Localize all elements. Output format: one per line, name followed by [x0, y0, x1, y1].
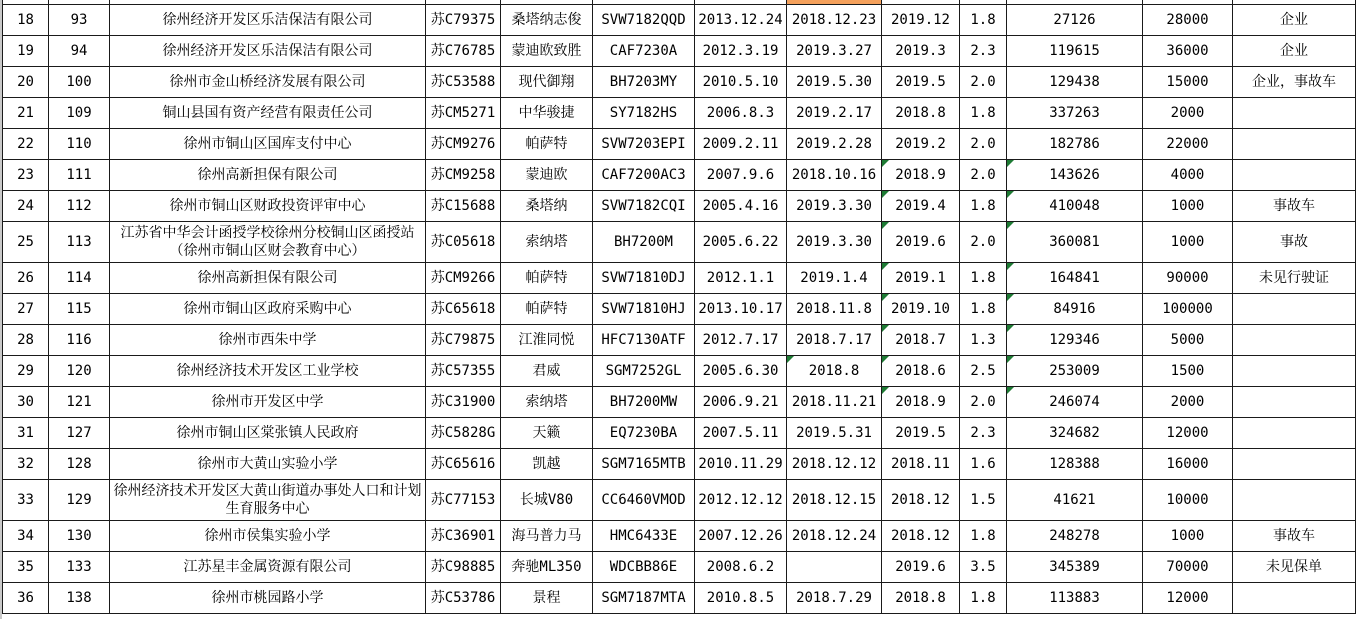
cell-num[interactable]: 100: [49, 67, 110, 98]
cell-plate[interactable]: 苏C79375: [426, 5, 501, 36]
cell-num[interactable]: 116: [49, 325, 110, 356]
cell-review_month[interactable]: 2018.9: [882, 160, 960, 191]
cell-company[interactable]: 铜山县国有资产经营有限责任公司: [110, 98, 426, 129]
cell-note[interactable]: 事故车: [1233, 191, 1356, 222]
cell-reg_date[interactable]: 2007.5.11: [695, 418, 787, 449]
cell-insp_date[interactable]: 2019.3.30: [787, 191, 882, 222]
cell-reg_date[interactable]: 2006.9.21: [695, 387, 787, 418]
cell-reg_date[interactable]: 2013.12.24: [695, 5, 787, 36]
cell-review_month[interactable]: 2018.8: [882, 583, 960, 614]
cell-plate[interactable]: 苏C15688: [426, 191, 501, 222]
error-flag-triangle-icon: [1007, 263, 1014, 270]
cell-price[interactable]: 4000: [1143, 160, 1233, 191]
cell-seq[interactable]: 27: [3, 294, 49, 325]
cell-displacement[interactable]: 1.8: [960, 98, 1007, 129]
cell-plate[interactable]: 苏C65616: [426, 449, 501, 480]
cell-mileage[interactable]: 164841: [1007, 263, 1143, 294]
cell-insp_date[interactable]: 2018.11.8: [787, 294, 882, 325]
cell-review_month[interactable]: 2019.2: [882, 129, 960, 160]
cell-price[interactable]: 90000: [1143, 263, 1233, 294]
cell-displacement[interactable]: 1.3: [960, 325, 1007, 356]
cell-plate[interactable]: 苏C79875: [426, 325, 501, 356]
cell-note[interactable]: 未见保单: [1233, 552, 1356, 583]
cell-displacement[interactable]: 2.3: [960, 418, 1007, 449]
cell-review_month[interactable]: 2019.6: [882, 552, 960, 583]
table-row: [3, 325, 1356, 356]
cell-note[interactable]: 企业，事故车: [1233, 67, 1356, 98]
cell-plate[interactable]: 苏CM9266: [426, 263, 501, 294]
table-row: [3, 521, 1356, 552]
cell-model[interactable]: EQ7230BA: [593, 418, 695, 449]
cell-company[interactable]: 江苏星丰金属资源有限公司: [110, 552, 426, 583]
cell-note[interactable]: [1233, 129, 1356, 160]
cell-model[interactable]: CAF7230A: [593, 36, 695, 67]
cell-mileage[interactable]: 324682: [1007, 418, 1143, 449]
cell-mileage[interactable]: 248278: [1007, 521, 1143, 552]
error-flag-triangle-icon: [882, 191, 889, 198]
cell-displacement[interactable]: 1.6: [960, 449, 1007, 480]
error-flag-triangle-icon: [882, 294, 889, 301]
cell-insp_date[interactable]: 2018.12.12: [787, 449, 882, 480]
cell-review_month[interactable]: 2018.8: [882, 98, 960, 129]
cell-num[interactable]: 133: [49, 552, 110, 583]
table-row: [3, 263, 1356, 294]
cell-model[interactable]: BH7200MW: [593, 387, 695, 418]
cell-brand[interactable]: 奔驰ML350: [501, 552, 593, 583]
cell-insp_date[interactable]: 2019.3.27: [787, 36, 882, 67]
cell-model[interactable]: SGM7165MTB: [593, 449, 695, 480]
cell-plate[interactable]: 苏C05618: [426, 222, 501, 263]
table-row: [3, 98, 1356, 129]
cell-note[interactable]: [1233, 387, 1356, 418]
cell-insp_date[interactable]: 2018.7.17: [787, 325, 882, 356]
cell-mileage[interactable]: 129346: [1007, 325, 1143, 356]
cell-price[interactable]: 1000: [1143, 222, 1233, 263]
cell-price[interactable]: 12000: [1143, 583, 1233, 614]
error-flag-triangle-icon: [1007, 325, 1014, 332]
cell-note[interactable]: [1233, 325, 1356, 356]
cell-review_month[interactable]: 2018.12: [882, 480, 960, 521]
cell-displacement[interactable]: 2.0: [960, 160, 1007, 191]
cell-note[interactable]: [1233, 418, 1356, 449]
cell-reg_date[interactable]: 2012.1.1: [695, 263, 787, 294]
cell-price[interactable]: 10000: [1143, 480, 1233, 521]
cell-note[interactable]: [1233, 160, 1356, 191]
cell-note[interactable]: [1233, 449, 1356, 480]
cell-insp_date[interactable]: 2019.3.30: [787, 222, 882, 263]
cell-displacement[interactable]: 2.0: [960, 222, 1007, 263]
cell-displacement[interactable]: 2.0: [960, 387, 1007, 418]
cell-num[interactable]: 120: [49, 356, 110, 387]
cell-company[interactable]: 徐州市铜山区财政投资评审中心: [110, 191, 426, 222]
cell-plate[interactable]: 苏C5828G: [426, 418, 501, 449]
cell-num[interactable]: 138: [49, 583, 110, 614]
cell-num[interactable]: 129: [49, 480, 110, 521]
cell-brand[interactable]: 帕萨特: [501, 129, 593, 160]
cell-price[interactable]: 12000: [1143, 418, 1233, 449]
cell-plate[interactable]: 苏CM5271: [426, 98, 501, 129]
cell-note[interactable]: [1233, 98, 1356, 129]
cell-plate[interactable]: 苏C98885: [426, 552, 501, 583]
cell-company[interactable]: 徐州市大黄山实验小学: [110, 449, 426, 480]
cell-note[interactable]: 未见行驶证: [1233, 263, 1356, 294]
cell-insp_date[interactable]: 2018.12.15: [787, 480, 882, 521]
cell-brand[interactable]: 帕萨特: [501, 294, 593, 325]
cell-mileage[interactable]: 345389: [1007, 552, 1143, 583]
cell-note[interactable]: 企业: [1233, 5, 1356, 36]
cell-insp_date[interactable]: 2018.7.29: [787, 583, 882, 614]
cell-seq[interactable]: 33: [3, 480, 49, 521]
cell-note[interactable]: 企业: [1233, 36, 1356, 67]
cell-displacement[interactable]: 3.5: [960, 552, 1007, 583]
cell-note[interactable]: [1233, 356, 1356, 387]
cell-insp_date[interactable]: 2018.11.21: [787, 387, 882, 418]
cell-seq[interactable]: 26: [3, 263, 49, 294]
table-row: [3, 222, 1356, 263]
cell-model[interactable]: SVW71810HJ: [593, 294, 695, 325]
cell-brand[interactable]: 桑塔纳: [501, 191, 593, 222]
cell-company[interactable]: 徐州市桃园路小学: [110, 583, 426, 614]
cell-seq[interactable]: 22: [3, 129, 49, 160]
cell-reg_date[interactable]: 2012.3.19: [695, 36, 787, 67]
cell-displacement[interactable]: 2.5: [960, 356, 1007, 387]
table-row: [3, 5, 1356, 36]
cell-brand[interactable]: 海马普力马: [501, 521, 593, 552]
cell-reg_date[interactable]: 2005.6.22: [695, 222, 787, 263]
cell-company[interactable]: 徐州经济技术开发区大黄山街道办事处人口和计划生育服务中心: [110, 480, 426, 521]
cell-displacement[interactable]: 2.0: [960, 129, 1007, 160]
table-row: [3, 449, 1356, 480]
cell-model[interactable]: SGM7252GL: [593, 356, 695, 387]
table-row: [3, 387, 1356, 418]
cell-insp_date[interactable]: 2018.10.16: [787, 160, 882, 191]
cell-price[interactable]: 5000: [1143, 325, 1233, 356]
cell-plate[interactable]: 苏CM9258: [426, 160, 501, 191]
cell-insp_date[interactable]: 2019.5.30: [787, 67, 882, 98]
cell-seq[interactable]: 36: [3, 583, 49, 614]
cell-brand[interactable]: 蒙迪欧致胜: [501, 36, 593, 67]
error-flag-triangle-icon: [1007, 222, 1014, 229]
cell-model[interactable]: WDCBB86E: [593, 552, 695, 583]
cell-price[interactable]: 22000: [1143, 129, 1233, 160]
cell-company[interactable]: 徐州经济开发区乐洁保洁有限公司: [110, 5, 426, 36]
cell-price[interactable]: 15000: [1143, 67, 1233, 98]
cell-seq[interactable]: 32: [3, 449, 49, 480]
cell-model[interactable]: SVW7182CQI: [593, 191, 695, 222]
cell-brand[interactable]: 索纳塔: [501, 387, 593, 418]
cell-price[interactable]: 16000: [1143, 449, 1233, 480]
cell-price[interactable]: 28000: [1143, 5, 1233, 36]
cell-brand[interactable]: 现代御翔: [501, 67, 593, 98]
cell-brand[interactable]: 蒙迪欧: [501, 160, 593, 191]
cell-review_month[interactable]: 2019.1: [882, 263, 960, 294]
cell-review_month[interactable]: 2019.4: [882, 191, 960, 222]
cell-company[interactable]: 徐州市金山桥经济发展有限公司: [110, 67, 426, 98]
cell-reg_date[interactable]: 2009.2.11: [695, 129, 787, 160]
cell-mileage[interactable]: 182786: [1007, 129, 1143, 160]
error-flag-triangle-icon: [882, 263, 889, 270]
cell-company[interactable]: 徐州经济技术开发区工业学校: [110, 356, 426, 387]
cell-company[interactable]: 徐州市铜山区棠张镇人民政府: [110, 418, 426, 449]
cell-mileage[interactable]: 337263: [1007, 98, 1143, 129]
cell-review_month[interactable]: 2019.10: [882, 294, 960, 325]
cell-company[interactable]: 徐州经济开发区乐洁保洁有限公司: [110, 36, 426, 67]
cell-reg_date[interactable]: 2007.9.6: [695, 160, 787, 191]
cell-note[interactable]: [1233, 294, 1356, 325]
cell-mileage[interactable]: 41621: [1007, 480, 1143, 521]
cell-review_month[interactable]: 2018.7: [882, 325, 960, 356]
cell-model[interactable]: HMC6433E: [593, 521, 695, 552]
table-row: [3, 191, 1356, 222]
cell-mileage[interactable]: 360081: [1007, 222, 1143, 263]
table-row: [3, 294, 1356, 325]
cell-num[interactable]: 121: [49, 387, 110, 418]
cell-reg_date[interactable]: 2010.11.29: [695, 449, 787, 480]
cell-review_month[interactable]: 2018.11: [882, 449, 960, 480]
vehicle-list-table: [2, 0, 1356, 614]
cell-review_month[interactable]: 2019.6: [882, 222, 960, 263]
table-row: [3, 418, 1356, 449]
cell-seq[interactable]: 18: [3, 5, 49, 36]
cell-displacement[interactable]: 1.8: [960, 5, 1007, 36]
cell-brand[interactable]: 桑塔纳志俊: [501, 5, 593, 36]
cell-num[interactable]: 115: [49, 294, 110, 325]
cell-brand[interactable]: 帕萨特: [501, 263, 593, 294]
cell-price[interactable]: 2000: [1143, 98, 1233, 129]
cell-model[interactable]: BH7203MY: [593, 67, 695, 98]
cell-mileage[interactable]: 119615: [1007, 36, 1143, 67]
cell-reg_date[interactable]: 2012.12.12: [695, 480, 787, 521]
cell-plate[interactable]: 苏C53588: [426, 67, 501, 98]
error-flag-triangle-icon: [882, 325, 889, 332]
cell-seq[interactable]: 29: [3, 356, 49, 387]
cell-review_month[interactable]: 2018.12: [882, 521, 960, 552]
cell-num[interactable]: 111: [49, 160, 110, 191]
cell-num[interactable]: 114: [49, 263, 110, 294]
cell-insp_date[interactable]: 2019.5.31: [787, 418, 882, 449]
table-row: [3, 36, 1356, 67]
cell-review_month[interactable]: 2019.5: [882, 418, 960, 449]
cell-model[interactable]: SVW7182QQD: [593, 5, 695, 36]
cell-mileage[interactable]: 129438: [1007, 67, 1143, 98]
cell-seq[interactable]: 21: [3, 98, 49, 129]
cell-reg_date[interactable]: 2008.6.2: [695, 552, 787, 583]
error-flag-triangle-icon: [1007, 387, 1014, 394]
cell-seq[interactable]: 20: [3, 67, 49, 98]
cell-displacement[interactable]: 1.8: [960, 294, 1007, 325]
cell-brand[interactable]: 中华骏捷: [501, 98, 593, 129]
cell-num[interactable]: 113: [49, 222, 110, 263]
error-flag-triangle-icon: [1007, 191, 1014, 198]
cell-plate[interactable]: 苏C77153: [426, 480, 501, 521]
cell-displacement[interactable]: 2.0: [960, 67, 1007, 98]
cell-insp_date[interactable]: 2018.8: [787, 356, 882, 387]
cell-insp_date[interactable]: [787, 552, 882, 583]
cell-displacement[interactable]: 1.8: [960, 191, 1007, 222]
cell-brand[interactable]: 江淮同悦: [501, 325, 593, 356]
error-flag-triangle-icon: [1007, 294, 1014, 301]
table-row: [3, 356, 1356, 387]
cell-note[interactable]: [1233, 480, 1356, 521]
cell-seq[interactable]: 30: [3, 387, 49, 418]
cell-mileage[interactable]: 253009: [1007, 356, 1143, 387]
cell-model[interactable]: SGM7187MTA: [593, 583, 695, 614]
cell-plate[interactable]: 苏C76785: [426, 36, 501, 67]
cell-plate[interactable]: 苏C65618: [426, 294, 501, 325]
table-row: [3, 583, 1356, 614]
cell-brand[interactable]: 长城V80: [501, 480, 593, 521]
cell-seq[interactable]: 34: [3, 521, 49, 552]
cell-reg_date[interactable]: 2007.12.26: [695, 521, 787, 552]
cell-company[interactable]: 徐州市侯集实验小学: [110, 521, 426, 552]
cell-plate[interactable]: 苏CM9276: [426, 129, 501, 160]
cell-mileage[interactable]: 84916: [1007, 294, 1143, 325]
cell-num[interactable]: 130: [49, 521, 110, 552]
cell-company[interactable]: 徐州市开发区中学: [110, 387, 426, 418]
cell-company[interactable]: 江苏省中华会计函授学校徐州分校铜山区函授站（徐州市铜山区财会教育中心）: [110, 222, 426, 263]
cell-seq[interactable]: 19: [3, 36, 49, 67]
cell-brand[interactable]: 凯越: [501, 449, 593, 480]
cell-price[interactable]: 1000: [1143, 521, 1233, 552]
error-flag-triangle-icon: [1007, 160, 1014, 167]
table-row: [3, 129, 1356, 160]
error-flag-triangle-icon: [882, 160, 889, 167]
cell-company[interactable]: 徐州市西朱中学: [110, 325, 426, 356]
cell-price[interactable]: 2000: [1143, 387, 1233, 418]
cell-price[interactable]: 36000: [1143, 36, 1233, 67]
cell-note[interactable]: [1233, 583, 1356, 614]
cell-review_month[interactable]: 2019.3: [882, 36, 960, 67]
cell-seq[interactable]: 25: [3, 222, 49, 263]
cell-seq[interactable]: 35: [3, 552, 49, 583]
cell-displacement[interactable]: 1.8: [960, 263, 1007, 294]
cell-review_month[interactable]: 2018.9: [882, 387, 960, 418]
cell-company[interactable]: 徐州市铜山区政府采购中心: [110, 294, 426, 325]
cell-review_month[interactable]: 2019.12: [882, 5, 960, 36]
cell-model[interactable]: CAF7200AC3: [593, 160, 695, 191]
cell-seq[interactable]: 23: [3, 160, 49, 191]
error-flag-triangle-icon: [787, 356, 794, 363]
table-row: [3, 552, 1356, 583]
cell-seq[interactable]: 24: [3, 191, 49, 222]
cell-insp_date[interactable]: 2019.2.17: [787, 98, 882, 129]
cell-mileage[interactable]: 128388: [1007, 449, 1143, 480]
cell-num[interactable]: 93: [49, 5, 110, 36]
cell-note[interactable]: 事故: [1233, 222, 1356, 263]
cell-reg_date[interactable]: 2005.4.16: [695, 191, 787, 222]
cell-model[interactable]: SVW7203EPI: [593, 129, 695, 160]
cell-model[interactable]: SY7182HS: [593, 98, 695, 129]
table-row: [3, 480, 1356, 521]
cell-plate[interactable]: 苏C36901: [426, 521, 501, 552]
cell-company[interactable]: 徐州市铜山区国库支付中心: [110, 129, 426, 160]
cell-mileage[interactable]: 27126: [1007, 5, 1143, 36]
cell-displacement[interactable]: 1.8: [960, 521, 1007, 552]
cell-num[interactable]: 110: [49, 129, 110, 160]
cell-company[interactable]: 徐州高新担保有限公司: [110, 160, 426, 191]
cell-brand[interactable]: 君威: [501, 356, 593, 387]
cell-displacement[interactable]: 1.8: [960, 583, 1007, 614]
cell-plate[interactable]: 苏C31900: [426, 387, 501, 418]
cell-mileage[interactable]: 113883: [1007, 583, 1143, 614]
cell-model[interactable]: SVW71810DJ: [593, 263, 695, 294]
cell-price[interactable]: 1000: [1143, 191, 1233, 222]
cell-insp_date[interactable]: 2019.1.4: [787, 263, 882, 294]
cell-company[interactable]: 徐州高新担保有限公司: [110, 263, 426, 294]
cell-insp_date[interactable]: 2019.2.28: [787, 129, 882, 160]
cell-num[interactable]: 94: [49, 36, 110, 67]
cell-review_month[interactable]: 2019.5: [882, 67, 960, 98]
cell-num[interactable]: 109: [49, 98, 110, 129]
error-flag-triangle-icon: [882, 222, 889, 229]
cell-displacement[interactable]: 2.3: [960, 36, 1007, 67]
cell-plate[interactable]: 苏C53786: [426, 583, 501, 614]
error-flag-triangle-icon: [882, 356, 889, 363]
cell-plate[interactable]: 苏C57355: [426, 356, 501, 387]
cell-num[interactable]: 112: [49, 191, 110, 222]
cell-seq[interactable]: 28: [3, 325, 49, 356]
cell-mileage[interactable]: 143626: [1007, 160, 1143, 191]
cell-insp_date[interactable]: 2018.12.24: [787, 521, 882, 552]
cell-reg_date[interactable]: 2010.8.5: [695, 583, 787, 614]
cell-review_month[interactable]: 2018.6: [882, 356, 960, 387]
cell-model[interactable]: BH7200M: [593, 222, 695, 263]
cell-brand[interactable]: 天籁: [501, 418, 593, 449]
cell-mileage[interactable]: 246074: [1007, 387, 1143, 418]
cell-brand[interactable]: 景程: [501, 583, 593, 614]
table-row: [3, 160, 1356, 191]
cell-reg_date[interactable]: 2012.7.17: [695, 325, 787, 356]
cell-model[interactable]: CC6460VMOD: [593, 480, 695, 521]
cell-note[interactable]: 事故车: [1233, 521, 1356, 552]
cell-reg_date[interactable]: 2005.6.30: [695, 356, 787, 387]
error-flag-triangle-icon: [1007, 356, 1014, 363]
cell-reg_date[interactable]: 2013.10.17: [695, 294, 787, 325]
cell-price[interactable]: 1500: [1143, 356, 1233, 387]
cell-brand[interactable]: 索纳塔: [501, 222, 593, 263]
cell-price[interactable]: 100000: [1143, 294, 1233, 325]
cell-insp_date[interactable]: 2018.12.23: [787, 5, 882, 36]
cell-reg_date[interactable]: 2010.5.10: [695, 67, 787, 98]
cell-num[interactable]: 127: [49, 418, 110, 449]
cell-price[interactable]: 70000: [1143, 552, 1233, 583]
cell-reg_date[interactable]: 2006.8.3: [695, 98, 787, 129]
cell-model[interactable]: HFC7130ATF: [593, 325, 695, 356]
cell-num[interactable]: 128: [49, 449, 110, 480]
error-flag-triangle-icon: [882, 387, 889, 394]
table-row: [3, 67, 1356, 98]
cell-seq[interactable]: 31: [3, 418, 49, 449]
cell-mileage[interactable]: 410048: [1007, 191, 1143, 222]
cell-displacement[interactable]: 1.5: [960, 480, 1007, 521]
